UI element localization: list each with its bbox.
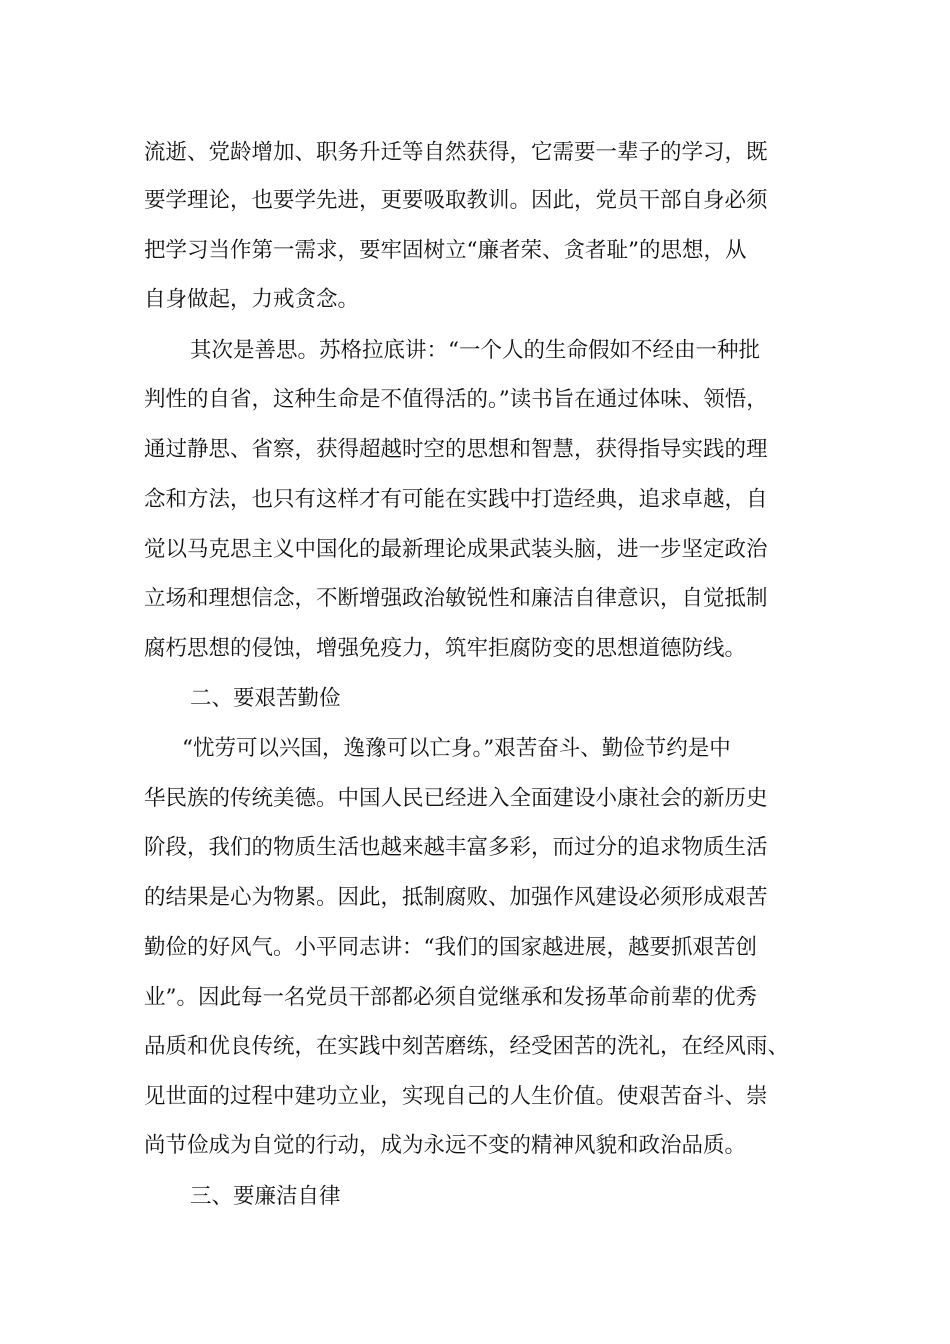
text-line: 品质和优良传统，在实践中刻苦磨练，经受困苦的洗礼，在经风雨、 (144, 1034, 790, 1059)
text-line: 阶段，我们的物质生活也越来越丰富多彩，而过分的追求物质生活 (144, 835, 768, 860)
text-line: 业”。因此每一名党员干部都必须自觉继承和发扬革命前辈的优秀 (144, 985, 757, 1010)
text-line: 觉以马克思主义中国化的最新理论成果武装头脑，进一步坚定政治 (144, 537, 768, 562)
section-heading: 二、要艰苦勤俭 (190, 686, 341, 711)
text-line: 流逝、党龄增加、职务升迁等自然获得，它需要一辈子的学习，既 (144, 140, 768, 165)
section-heading: 三、要廉洁自律 (190, 1184, 341, 1209)
text-line: 要学理论，也要学先进，更要吸取教训。因此，党员干部自身必须 (144, 188, 768, 213)
text-line: “忧劳可以兴国，逸豫可以亡身。”艰苦奋斗、勤俭节约是中 (182, 736, 731, 761)
text-line: 腐朽思想的侵蚀，增强免疫力，筑牢拒腐防变的思想道德防线。 (144, 636, 747, 661)
text-line: 把学习当作第一需求，要牢固树立“廉者荣、贪者耻”的思想，从 (144, 238, 747, 263)
text-line: 立场和理想信念，不断增强政治敏锐性和廉洁自律意识，自觉抵制 (144, 586, 768, 611)
text-line: 尚节俭成为自觉的行动，成为永远不变的精神风貌和政治品质。 (144, 1133, 747, 1158)
text-line: 通过静思、省察，获得超越时空的思想和智慧，获得指导实践的理 (144, 437, 768, 462)
text-line: 的结果是心为物累。因此，抵制腐败、加强作风建设必须形成艰苦 (144, 885, 768, 910)
text-line: 见世面的过程中建功立业，实现自己的人生价值。使艰苦奋斗、崇 (144, 1084, 768, 1109)
text-line: 其次是善思。苏格拉底讲：“一个人的生命假如不经由一种批 (190, 338, 760, 363)
text-line: 判性的自省，这种生命是不值得活的。”读书旨在通过体味、领悟， (144, 387, 768, 412)
text-line: 华民族的传统美德。中国人民已经进入全面建设小康社会的新历史 (144, 786, 768, 811)
text-line: 自身做起，力戒贪念。 (144, 287, 360, 312)
text-line: 勤俭的好风气。小平同志讲：“我们的国家越进展，越要抓艰苦创 (144, 935, 757, 960)
text-line: 念和方法，也只有这样才有可能在实践中打造经典，追求卓越，自 (144, 487, 768, 512)
